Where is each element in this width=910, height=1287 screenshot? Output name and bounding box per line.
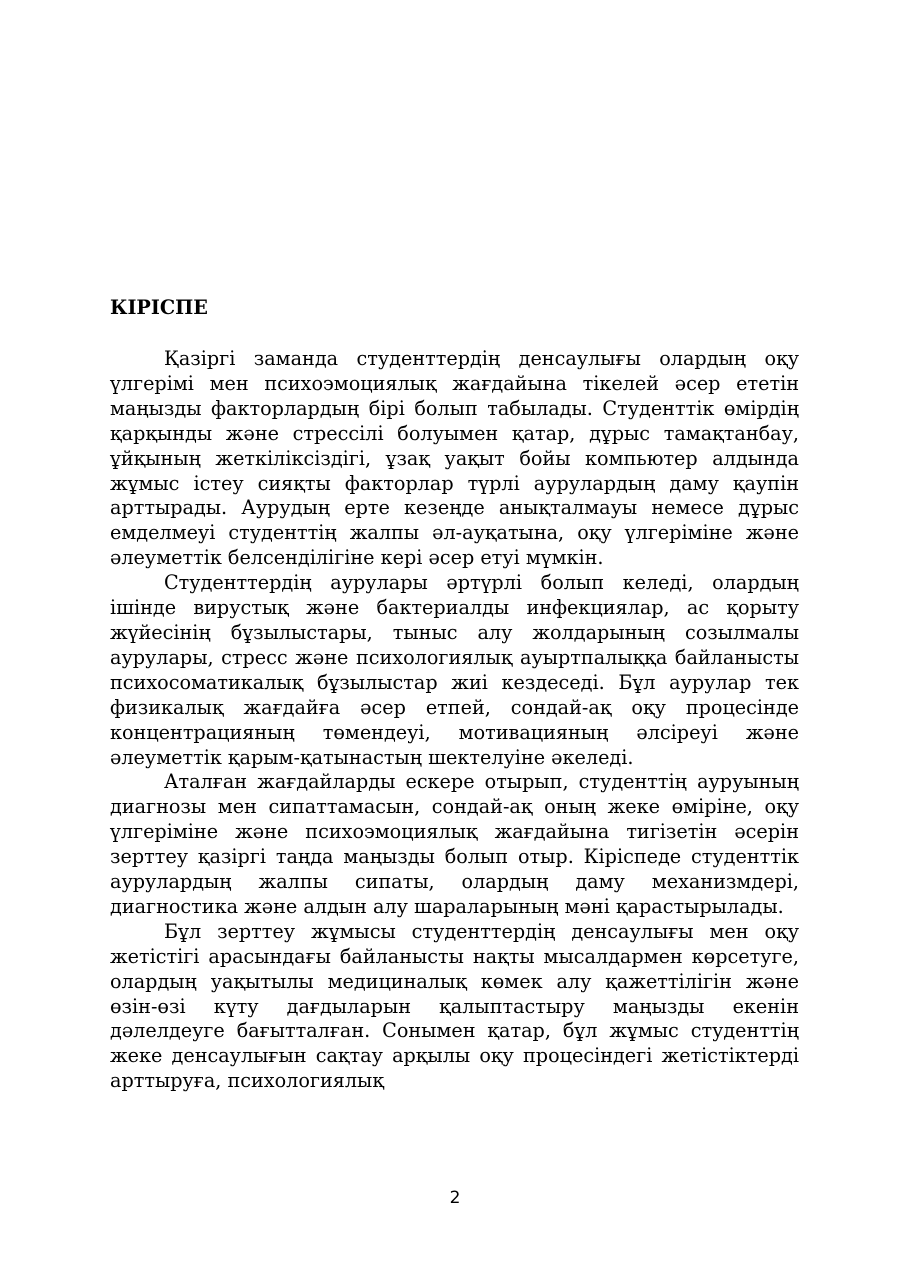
page-content <box>110 294 799 1094</box>
paragraph-4: Бұл зерттеу жұмысы студенттердің денсаулығы мен оқу жетістігі арасындағы байланысты нақты мысалдармен көрсетуге, олардың уақытылы медициналық көмек алу қажеттілігін және өзін-өзі күту дағдыларын қалыптастыру маңызды екенін дәлелдеуге бағытталған. Сонымен қатар, бұл жұмыс студенттің жеке денсаулығын сақтау арқылы оқу процесіндегі жетістіктерді арттыруға, психологиялық <box>110 919 799 1093</box>
paragraph-3: Аталған жағдайларды ескере отырып, студенттің ауруының диагнозы мен сипаттамасын, сондай-ақ оның жеке өміріне, оқу үлгеріміне және психоэмоциялық жағдайына тигізетін әсерін зерттеу қазіргі таңда маңызды болып отыр. Кіріспеде студенттік аурулардың жалпы сипаты, олардың даму механизмдері, диагностика және алдын алу шараларының мәні қарастырылады. <box>110 770 799 918</box>
section-heading: КІРІСПЕ <box>110 296 208 319</box>
page-number: 2 <box>449 1188 461 1208</box>
paragraph-1: Қазіргі заманда студенттердің денсаулығы олардың оқу үлгерімі мен психоэмоциялық жағдайына тікелей әсер ететін маңызды факторлардың бірі болып табылады. Студенттік өмірдің қарқынды және стрессілі болуымен қатар, дұрыс тамақтанбау, ұйқының жеткіліксіздігі, ұзақ уақыт бойы компьютер алдында жұмыс істеу сияқты факторлар түрлі аурулардың даму қаупін арттырады. Аурудың ерте кезеңде анықталмауы немесе дұрыс емделмеуі студенттің жалпы әл-ауқатына, оқу үлгеріміне және әлеуметтік белсенділігіне кері әсер етуі мүмкін. <box>110 347 799 570</box>
paragraph-2: Студенттердің аурулары әртүрлі болып келеді, олардың ішінде вирустық және бактериалды инфекциялар, ас қорыту жүйесінің бұзылыстары, тыныс алу жолдарының созылмалы аурулары, стресс және психологиялық ауыртпалыққа байланысты психосоматикалық бұзылыстар жиі кездеседі. Бұл аурулар тек физикалық жағдайға әсер етпей, сондай-ақ оқу процесінде концентрацияның төмендеуі, мотивацияның әлсіреуі және әлеуметтік қарым-қатынастың шектелуіне әкеледі. <box>110 571 799 769</box>
